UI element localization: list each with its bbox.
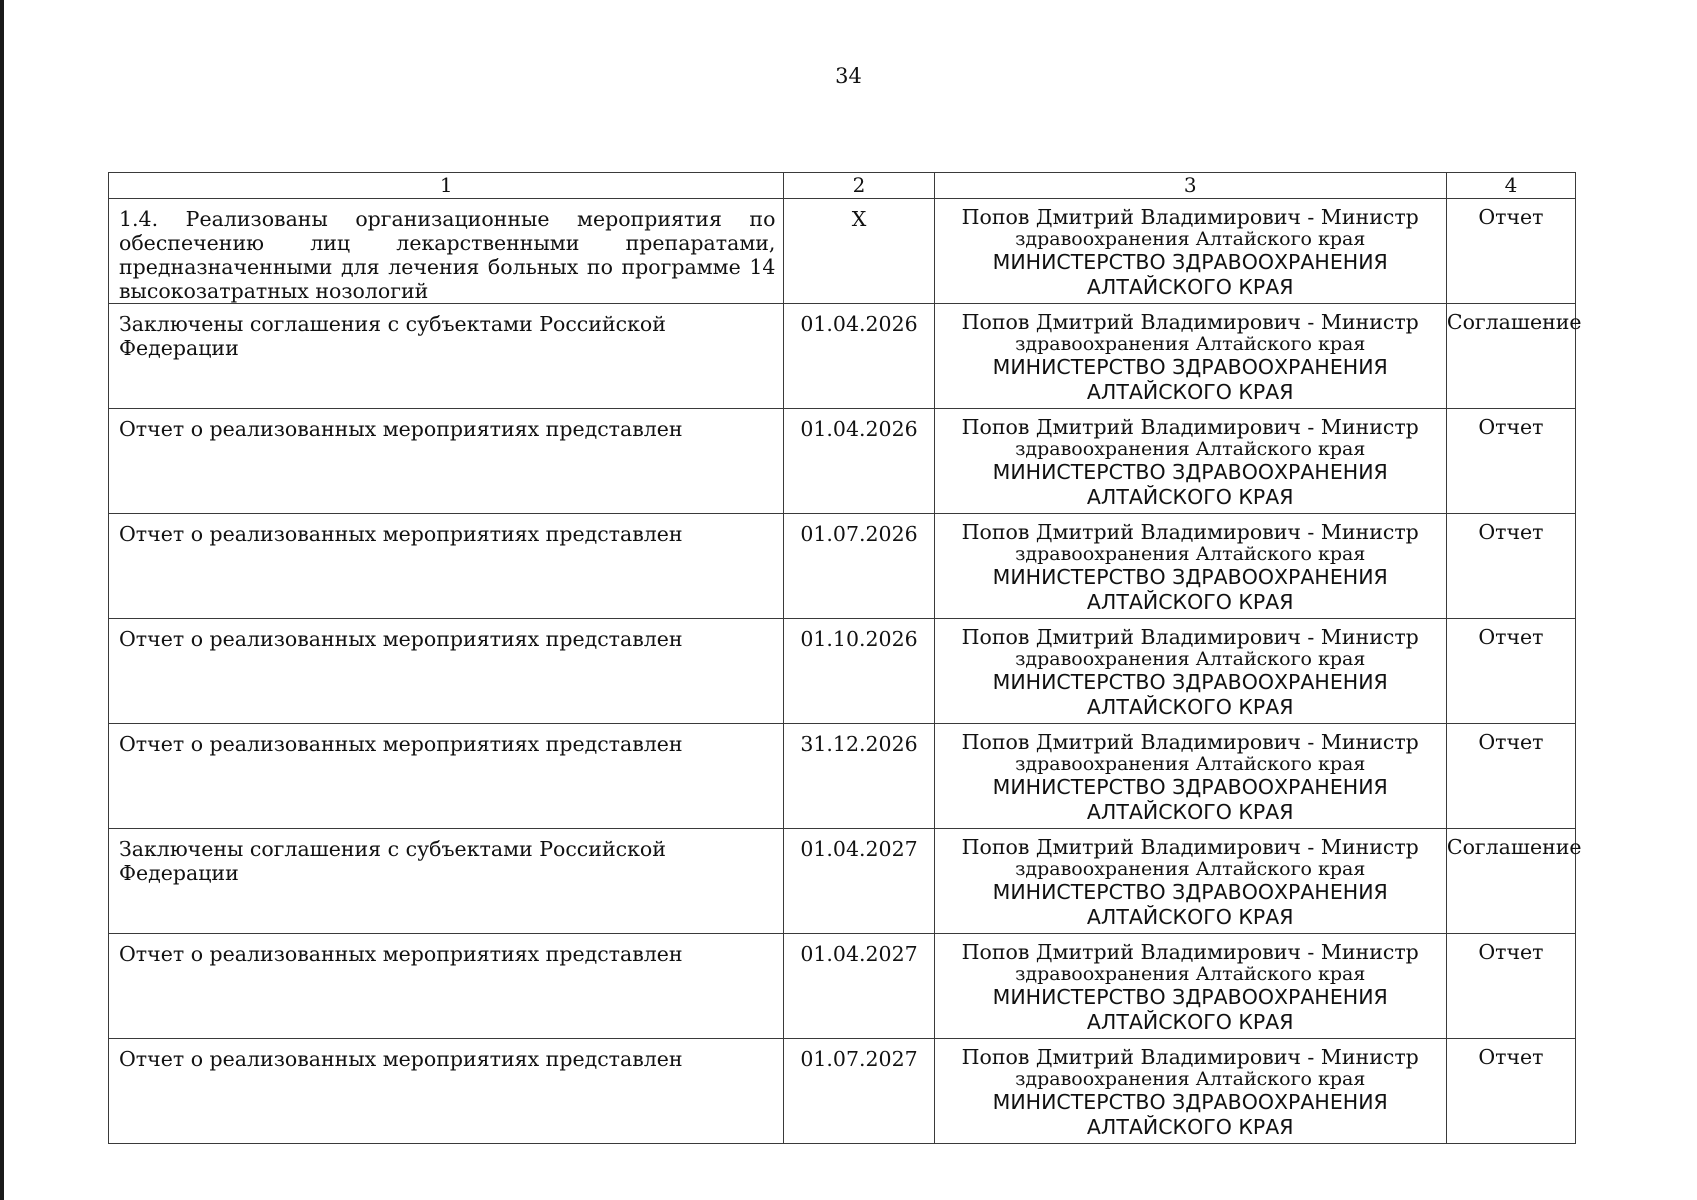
table-row: [109, 304, 1576, 409]
result-cell: Отчет о реализованных мероприятиях представлен: [109, 934, 784, 1039]
responsible-position: здравоохранения Алтайского края: [1015, 543, 1366, 565]
date-cell: Х: [784, 199, 934, 304]
responsible-position: здравоохранения Алтайского края: [1015, 228, 1366, 250]
responsible-cell: [934, 409, 1446, 514]
document-type-cell: Отчет: [1446, 199, 1575, 304]
document-type-cell: Отчет: [1446, 619, 1575, 724]
responsible-position: здравоохранения Алтайского края: [1015, 333, 1366, 355]
date-cell: 01.07.2027: [784, 1039, 934, 1144]
responsible-position: здравоохранения Алтайского края: [1015, 963, 1366, 985]
result-cell: Отчет о реализованных мероприятиях представлен: [109, 409, 784, 514]
result-cell: Отчет о реализованных мероприятиях представлен: [109, 1039, 784, 1144]
responsible-position: здравоохранения Алтайского края: [1015, 858, 1366, 880]
organization-name: МИНИСТЕРСТВО ЗДРАВООХРАНЕНИЯ АЛТАЙСКОГО КРАЯ: [992, 775, 1388, 824]
result-cell: Заключены соглашения с субъектами Российской Федерации: [109, 304, 784, 409]
result-cell: Отчет о реализованных мероприятиях представлен: [109, 514, 784, 619]
column-header-3: 3: [934, 173, 1446, 199]
result-cell: 1.4. Реализованы организационные мероприятия по обеспечению лиц лекарственными препаратами, предназначенными для лечения больных по программе 14 высокозатратных нозологий: [109, 199, 784, 304]
result-cell: Отчет о реализованных мероприятиях представлен: [109, 724, 784, 829]
responsible-position: здравоохранения Алтайского края: [1015, 438, 1366, 460]
date-cell: 01.04.2026: [784, 304, 934, 409]
organization-name: МИНИСТЕРСТВО ЗДРАВООХРАНЕНИЯ АЛТАЙСКОГО КРАЯ: [992, 565, 1388, 614]
date-cell: 01.04.2026: [784, 409, 934, 514]
table-row: [109, 619, 1576, 724]
table-row: [109, 934, 1576, 1039]
table-header-row: [109, 173, 1576, 199]
table-row: [109, 724, 1576, 829]
table-body: [109, 173, 1582, 1144]
responsible-name: Попов Дмитрий Владимирович - Министр: [961, 625, 1419, 649]
table-row: [109, 409, 1576, 514]
organization-name: МИНИСТЕРСТВО ЗДРАВООХРАНЕНИЯ АЛТАЙСКОГО КРАЯ: [992, 355, 1388, 404]
organization-name: МИНИСТЕРСТВО ЗДРАВООХРАНЕНИЯ АЛТАЙСКОГО КРАЯ: [992, 670, 1388, 719]
organization-name: МИНИСТЕРСТВО ЗДРАВООХРАНЕНИЯ АЛТАЙСКОГО КРАЯ: [992, 1090, 1388, 1139]
document-type-cell: Отчет: [1446, 1039, 1575, 1144]
responsible-position: здравоохранения Алтайского края: [1015, 753, 1366, 775]
table-row: [109, 1039, 1576, 1144]
document-type-cell: Соглашение: [1446, 829, 1575, 934]
date-cell: 01.04.2027: [784, 934, 934, 1039]
responsible-name: Попов Дмитрий Владимирович - Министр: [961, 310, 1419, 334]
responsible-cell: [934, 1039, 1446, 1144]
responsible-name: Попов Дмитрий Владимирович - Министр: [961, 1045, 1419, 1069]
result-cell: Заключены соглашения с субъектами Российской Федерации: [109, 829, 784, 934]
responsible-cell: [934, 934, 1446, 1039]
date-cell: 01.10.2026: [784, 619, 934, 724]
document-type-cell: Отчет: [1446, 514, 1575, 619]
table-row: [109, 199, 1576, 304]
date-cell: 31.12.2026: [784, 724, 934, 829]
column-header-4: 4: [1446, 173, 1575, 199]
date-cell: 01.07.2026: [784, 514, 934, 619]
page-number: 34: [835, 64, 862, 88]
responsible-name: Попов Дмитрий Владимирович - Министр: [961, 835, 1419, 859]
responsible-name: Попов Дмитрий Владимирович - Министр: [961, 520, 1419, 544]
document-type-cell: Соглашение: [1446, 304, 1575, 409]
result-cell: Отчет о реализованных мероприятиях представлен: [109, 619, 784, 724]
document-type-cell: Отчет: [1446, 934, 1575, 1039]
column-header-1: 1: [109, 173, 784, 199]
responsible-cell: [934, 619, 1446, 724]
scan-left-edge: [0, 0, 4, 1200]
responsible-cell: [934, 514, 1446, 619]
organization-name: МИНИСТЕРСТВО ЗДРАВООХРАНЕНИЯ АЛТАЙСКОГО КРАЯ: [992, 460, 1388, 509]
responsible-position: здравоохранения Алтайского края: [1015, 648, 1366, 670]
responsible-cell: [934, 829, 1446, 934]
column-header-2: 2: [784, 173, 934, 199]
organization-name: МИНИСТЕРСТВО ЗДРАВООХРАНЕНИЯ АЛТАЙСКОГО КРАЯ: [992, 250, 1388, 299]
responsible-cell: [934, 304, 1446, 409]
date-cell: 01.04.2027: [784, 829, 934, 934]
milestones-table: [108, 172, 1582, 1144]
table-row: [109, 514, 1576, 619]
document-type-cell: Отчет: [1446, 409, 1575, 514]
table-row: [109, 829, 1576, 934]
organization-name: МИНИСТЕРСТВО ЗДРАВООХРАНЕНИЯ АЛТАЙСКОГО КРАЯ: [992, 985, 1388, 1034]
responsible-position: здравоохранения Алтайского края: [1015, 1068, 1366, 1090]
responsible-cell: [934, 724, 1446, 829]
responsible-name: Попов Дмитрий Владимирович - Министр: [961, 415, 1419, 439]
organization-name: МИНИСТЕРСТВО ЗДРАВООХРАНЕНИЯ АЛТАЙСКОГО КРАЯ: [992, 880, 1388, 929]
responsible-name: Попов Дмитрий Владимирович - Министр: [961, 940, 1419, 964]
document-type-cell: Отчет: [1446, 724, 1575, 829]
responsible-name: Попов Дмитрий Владимирович - Министр: [961, 730, 1419, 754]
responsible-name: Попов Дмитрий Владимирович - Министр: [961, 205, 1419, 229]
responsible-cell: [934, 199, 1446, 304]
